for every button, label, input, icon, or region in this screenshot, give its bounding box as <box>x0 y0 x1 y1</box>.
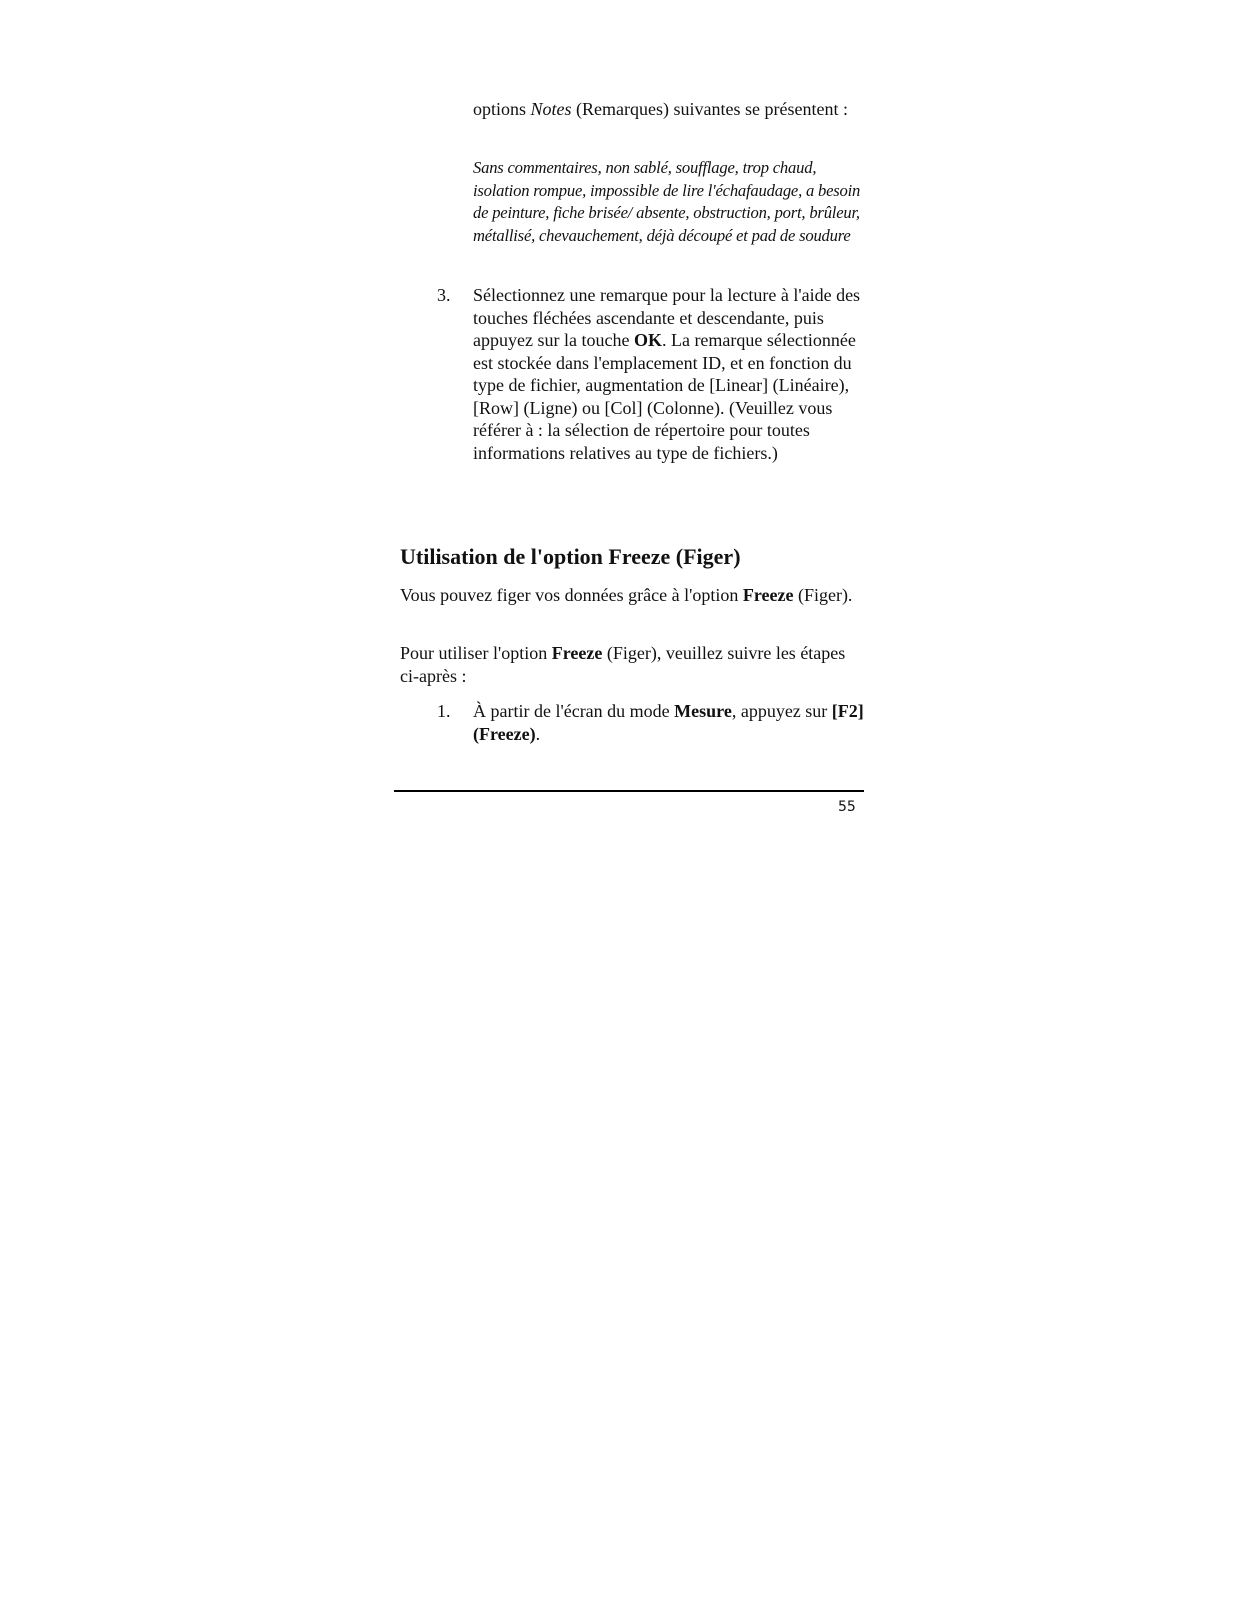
freeze-usage-text-end: (Figer), veuillez suivre les étapes ci-après : <box>400 643 846 686</box>
step-1-text-mid: , appuyez sur <box>731 701 832 721</box>
step-1-text-end: . <box>535 723 541 744</box>
freeze-term: Freeze <box>742 585 794 605</box>
step-1-text-start: À partir de l'écran du mode <box>473 701 675 721</box>
step-1-number: 1. <box>437 701 451 721</box>
f2-freeze-key-label: [F2] (Freeze) <box>473 701 864 744</box>
freeze-intro-text-end: (Figer). <box>793 585 853 605</box>
step-3-number: 3. <box>437 285 451 305</box>
freeze-usage-text: Pour utiliser l'option <box>400 643 552 663</box>
freeze-intro-text: Vous pouvez figer vos données grâce à l'option <box>400 585 743 605</box>
mesure-mode-label: Mesure <box>674 701 732 721</box>
notes-intro-text: options <box>473 99 531 119</box>
notes-intro-paragraph <box>473 98 865 121</box>
freeze-usage-paragraph <box>400 642 860 687</box>
step-3-text-end: . La remarque sélectionnée est stockée dans l'emplacement ID, et en fonction du type de fichier, augmentation de [Linear] (Linéaire), [Row] (Ligne) ou [Col] (Colonne). (Veuillez vous référer à : la sélection de répertoire pour toutes informations relatives au type de fichiers.) <box>473 330 856 463</box>
step-1-text <box>473 700 865 745</box>
freeze-intro-paragraph <box>400 584 860 607</box>
page-number: 55 <box>838 799 856 815</box>
ok-key-label: OK <box>633 330 662 350</box>
section-heading: Utilisation de l'option Freeze (Figer) <box>400 544 741 569</box>
freeze-term-2: Freeze <box>551 643 603 663</box>
notes-options-list: Sans commentaires, non sablé, soufflage, trop chaud, isolation rompue, impossible de lire l'échafaudage, a besoin de peinture, fiche brisée/ absente, obstruction, port, brûleur, métallisé, chevauchement, déjà découpé et pad de soudure <box>473 158 861 245</box>
notes-term: Notes <box>530 99 572 119</box>
step-3-text <box>473 284 865 464</box>
notes-intro-text-end: (Remarques) suivantes se présentent : <box>571 99 848 119</box>
step-3-text-start: Sélectionnez une remarque pour la lecture à l'aide des touches fléchées ascendante et descendante, puis appuyez sur la touche <box>473 285 861 350</box>
footer-divider <box>394 790 864 792</box>
